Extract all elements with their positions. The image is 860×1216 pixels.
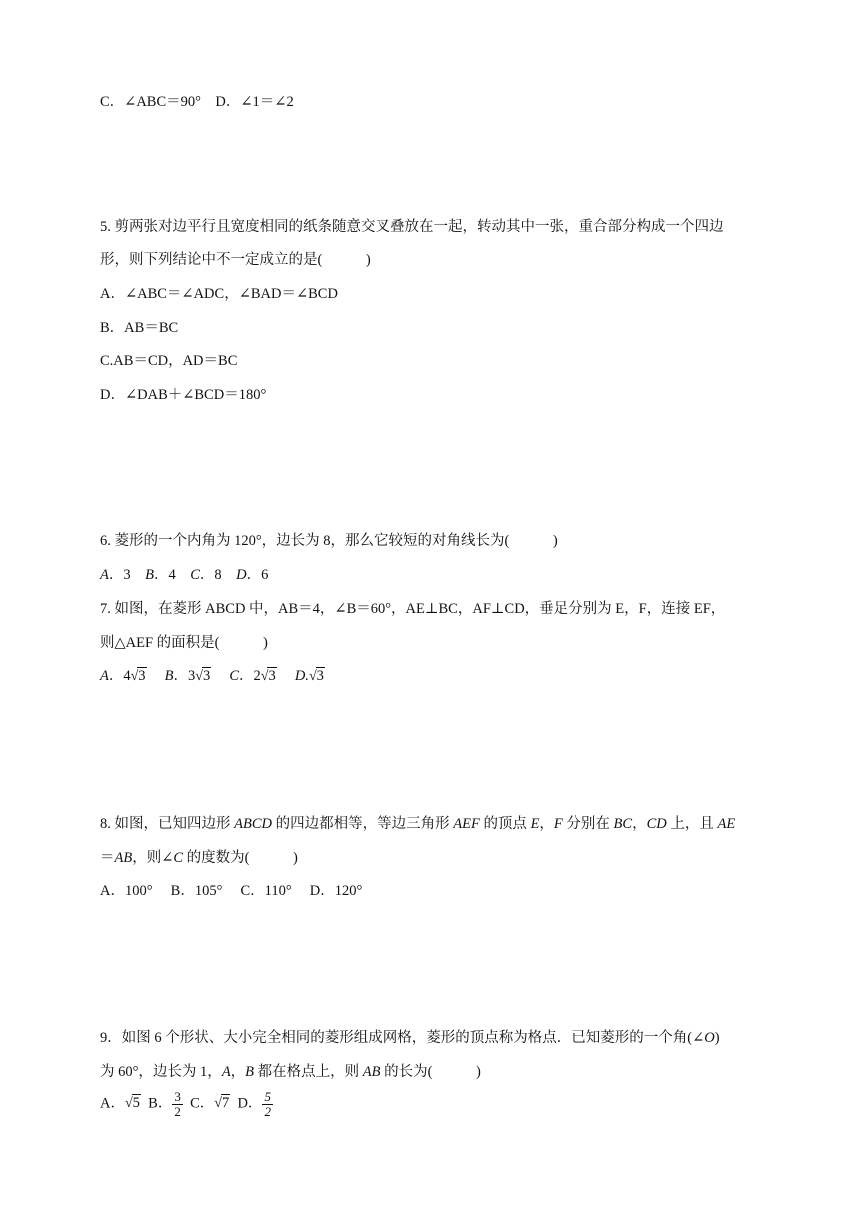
q6-option-c-letter: C	[190, 567, 200, 583]
q8-options: A．100° B．105° C．110° D．120°	[100, 883, 363, 899]
q6-option-a-letter: A	[100, 567, 109, 583]
fig8-label-f: F	[192, 974, 201, 989]
q6-option-d-value: ．6	[246, 567, 269, 583]
q6-option-c-value: ．8	[199, 567, 237, 583]
fig4-label-a: A	[119, 114, 128, 129]
q7-option-a-letter: A	[100, 668, 109, 684]
fig4-label-1: 1	[112, 170, 118, 184]
q5-option-a: A．∠ABC＝∠ADC，∠BAD＝∠BCD	[100, 286, 338, 302]
q6-option-b-value: ．4	[153, 567, 191, 583]
q4-options-tail: C．∠ABC＝90° D．∠1＝∠2	[100, 94, 294, 110]
q5-option-c: C.AB＝CD，AD＝BC	[100, 353, 238, 369]
q9-stem-line1: 9．如图 6 个形状、大小完全相同的菱形组成网格，菱形的顶点称为格点．已知菱形的一个角(∠O)	[100, 1030, 720, 1046]
q7-option-d-sqrt: √3	[308, 668, 324, 684]
q6-stem: 6. 菱形的一个内角为 120°，边长为 8，那么它较短的对角线长为( )	[100, 533, 558, 549]
fig5-label-c: C	[148, 483, 157, 497]
q6-option-b-letter: B	[145, 567, 154, 583]
q9-options: A．√5 B． $\frac{3}{2}$ C．√7 D． $\frac{5}{2}$	[100, 1089, 271, 1119]
fig4-label-d: D	[209, 114, 219, 129]
fig7-label-e: E	[129, 767, 137, 781]
q7-options	[100, 664, 325, 685]
fig5-label-a: A	[128, 437, 136, 451]
q9-option-a-sqrt: √5	[124, 1095, 140, 1112]
fig8-label-e: E	[116, 974, 125, 989]
q5-option-b: B．AB＝BC	[100, 320, 179, 336]
q7-option-a-sqrt: √3	[130, 668, 146, 684]
fig5-label-d: D	[170, 453, 179, 467]
q9-stem-line2: 为 60°，边长为 1，A，B 都在格点上，则 AB 的长为( )	[100, 1064, 481, 1080]
fig4-label-o: O	[151, 161, 161, 176]
fig7-label-a: A	[163, 693, 171, 707]
fig8-label-b: B	[97, 952, 106, 967]
fig7-label-b: B	[97, 739, 105, 753]
q7-stem-line1: 7. 如图，在菱形 ABCD 中，AB＝4，∠B＝60°，AE⊥BC，AF⊥CD，垂足分别为 E，F，连接 EF，	[100, 601, 726, 617]
q5-stem-line2: 形，则下列结论中不一定成立的是( )	[100, 252, 371, 268]
q8-stem-line1: 8. 如图，已知四边形 ABCD 的四边都相等，等边三角形 AEF 的顶点 E，F 分别在 BC，CD 上，且 AE	[100, 816, 736, 832]
q9-option-c-sqrt: √7	[214, 1095, 230, 1112]
q9-option-d-fraction: $\frac{5}{2}$	[264, 1089, 271, 1119]
q7-option-d-letter: D.	[294, 668, 309, 684]
q7-option-c-sqrt: √3	[260, 668, 276, 684]
q7-option-b-sqrt: √3	[195, 668, 211, 684]
q7-option-c-coef: ．2	[239, 668, 261, 684]
fig4-label-b: B	[99, 189, 108, 204]
fig7-label-c: C	[163, 784, 172, 798]
fig4-label-2: 2	[121, 177, 127, 191]
fig7-label-f: F	[198, 767, 206, 781]
q7-option-b-letter: B	[164, 668, 174, 684]
q5-option-d: D．∠DAB＋∠BCD＝180°	[100, 387, 267, 403]
fig8-label-d: D	[212, 952, 222, 967]
q7-stem-line2: 则△AEF 的面积是( )	[100, 635, 268, 651]
q5-stem-line1: 5. 剪两张对边平行且宽度相同的纸条随意交叉叠放在一起，转动其中一张，重合部分构成一个四边	[100, 219, 724, 235]
q7-option-a-coef: ．4	[108, 668, 131, 684]
fig8-label-c: C	[155, 1000, 164, 1015]
fig7-label-d: D	[230, 739, 239, 753]
q7-option-b-coef: ．3	[173, 668, 196, 684]
q6-options	[100, 563, 268, 584]
q8-stem-line2: ＝AB，则∠C 的度数为( )	[100, 850, 298, 866]
q9-option-b-fraction: $\frac{3}{2}$	[174, 1089, 181, 1119]
q6-option-a-value: ．3	[108, 567, 146, 583]
q7-option-c-letter: C	[229, 668, 240, 684]
q6-option-d-letter: D	[236, 567, 247, 583]
fig8-label-a: A	[156, 903, 165, 918]
fig5-label-b: B	[109, 463, 117, 477]
fig4-label-c: C	[190, 189, 199, 204]
